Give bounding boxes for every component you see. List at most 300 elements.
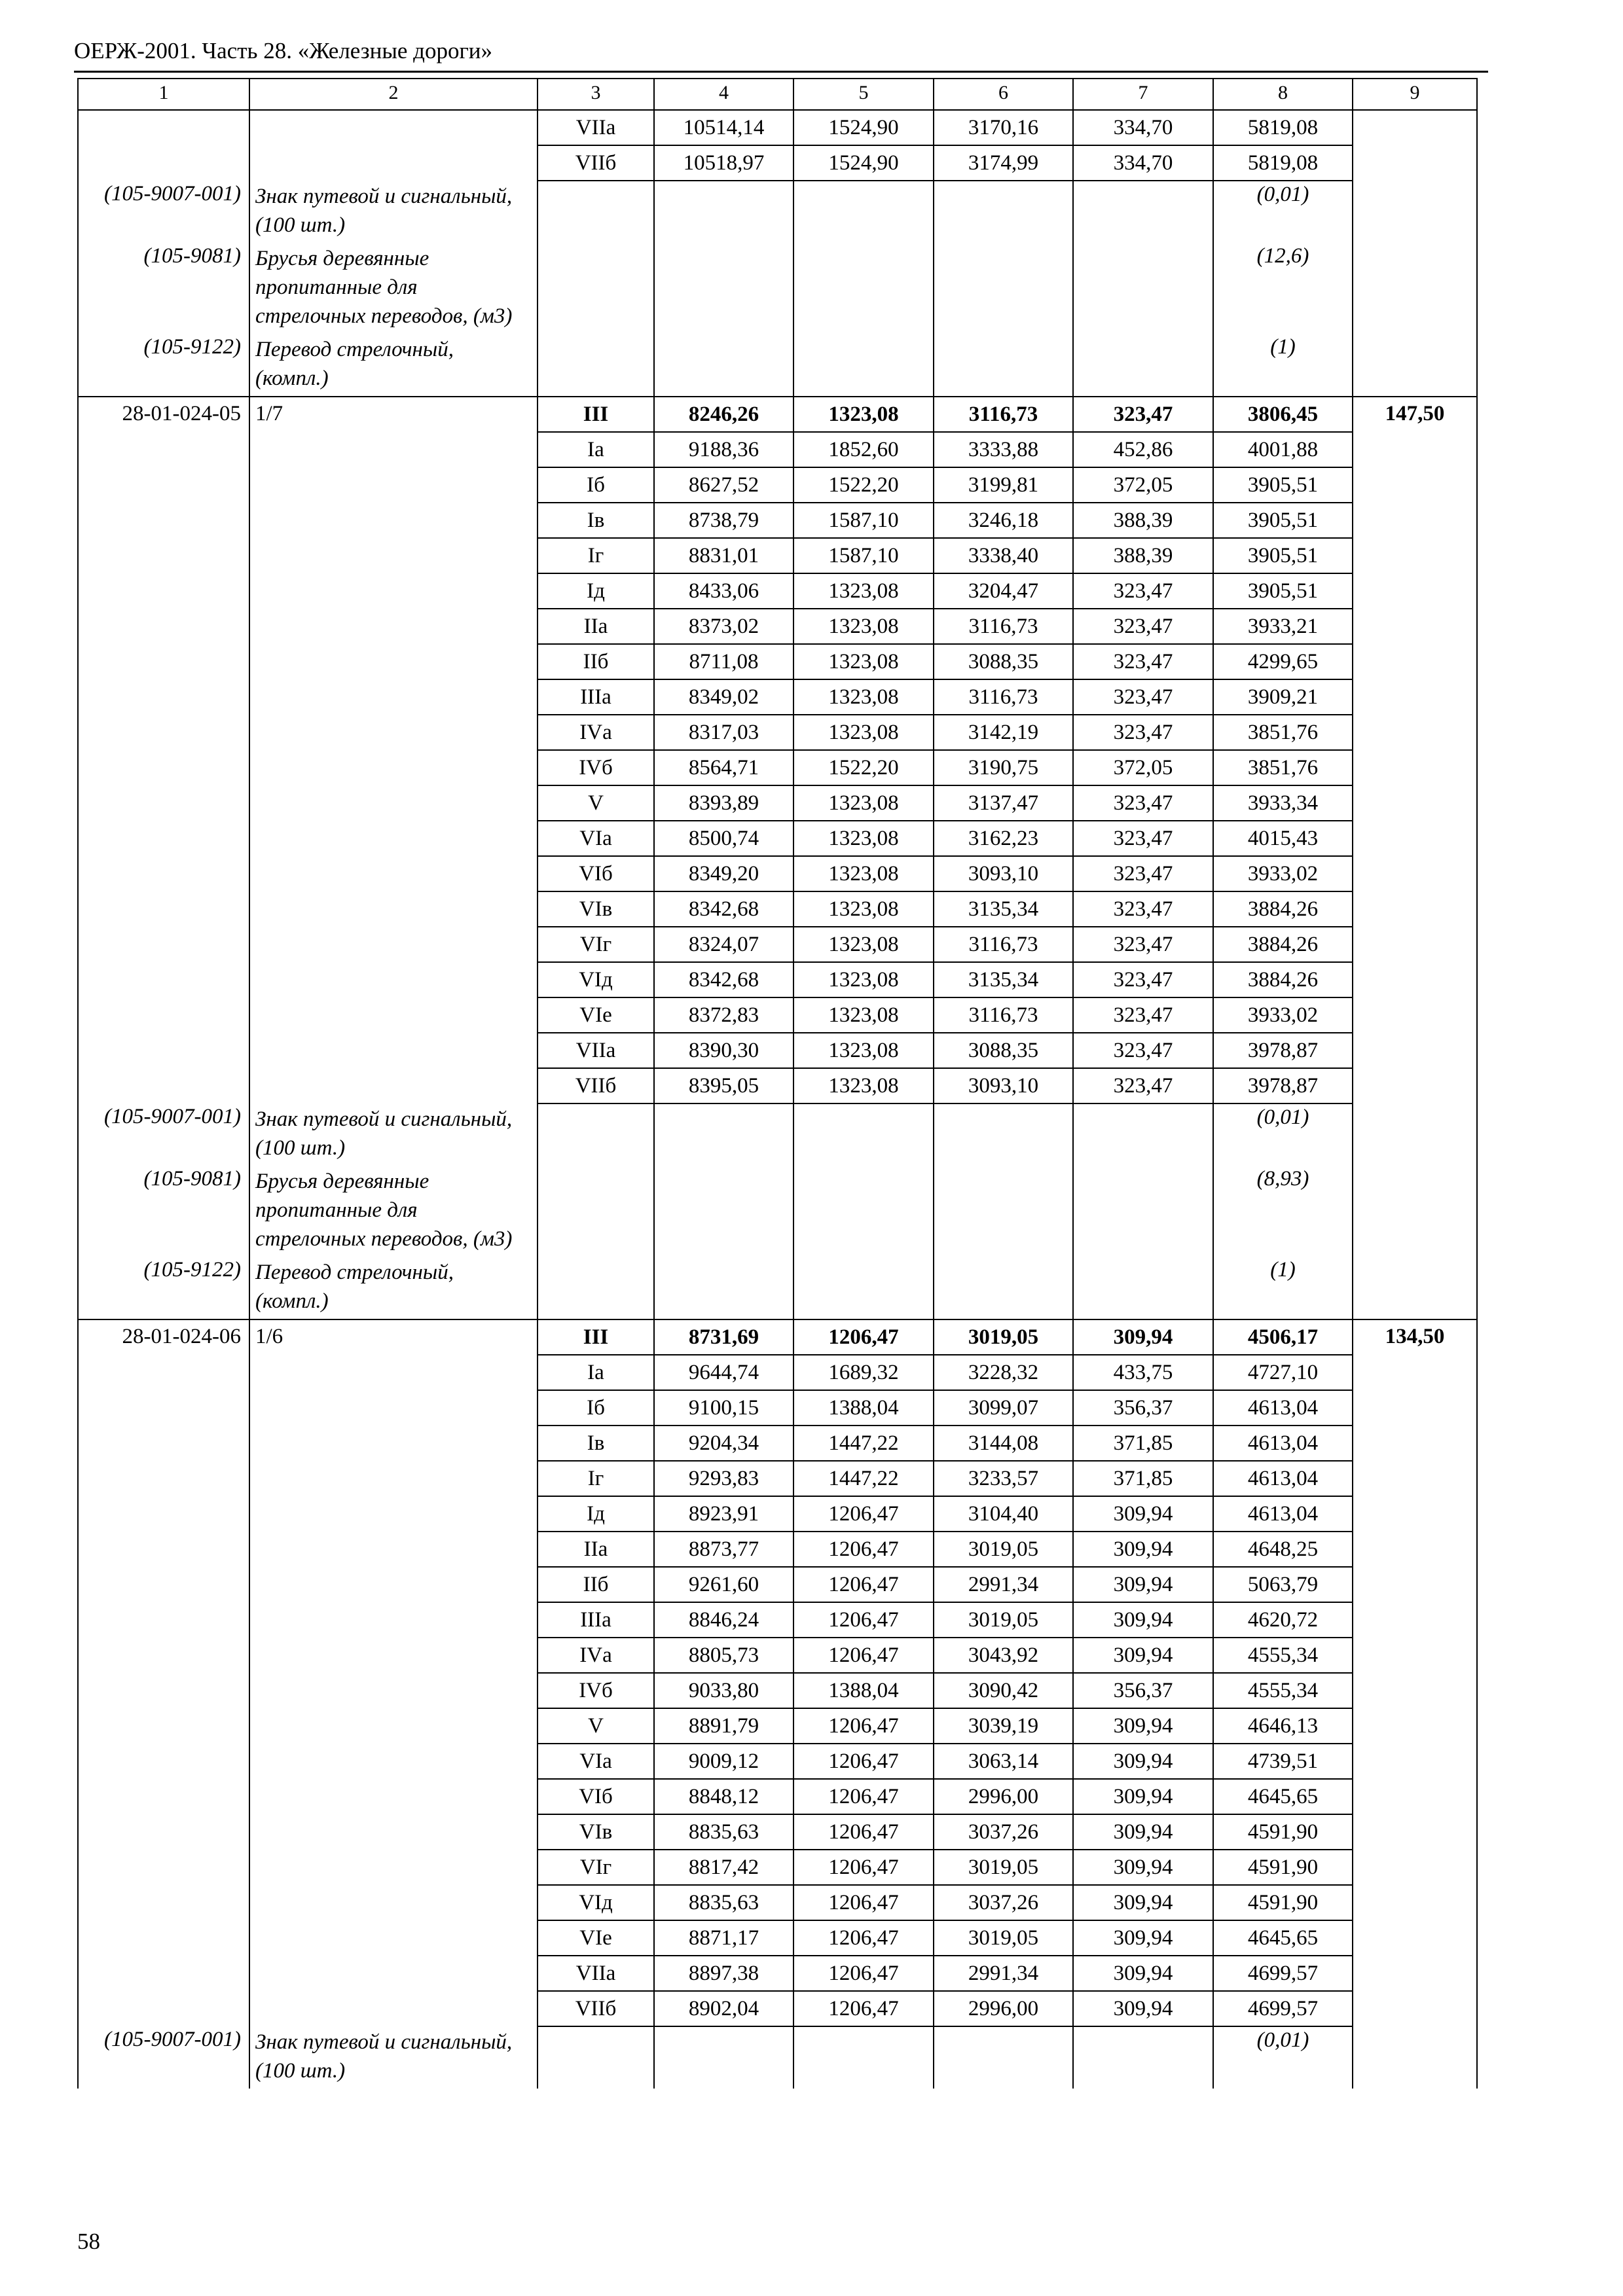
table-row	[78, 1885, 1477, 1920]
wages-cell: 1323,08	[793, 997, 934, 1033]
wages-cell: 1587,10	[793, 538, 934, 573]
rate-name-cell	[249, 785, 538, 821]
machines-cell: 2991,34	[934, 1956, 1073, 1991]
machinist-wages-cell: 309,94	[1073, 1532, 1213, 1567]
materials-cell: 4727,10	[1213, 1355, 1353, 1390]
labor-cell	[1353, 609, 1477, 644]
machinist-wages-cell: 309,94	[1073, 1885, 1213, 1920]
empty-cell	[1353, 181, 1477, 243]
machinist-wages-cell: 334,70	[1073, 110, 1213, 145]
machinist-wages-cell: 309,94	[1073, 1814, 1213, 1850]
material-quantity-cell: (1)	[1213, 334, 1353, 397]
material-name-cell: Знак путевой и сигнальный, (100 шт.)	[249, 181, 538, 243]
rate-code-cell	[78, 1814, 249, 1850]
machines-cell: 3088,35	[934, 644, 1073, 679]
empty-cell	[654, 2026, 793, 2089]
machines-cell: 3088,35	[934, 1033, 1073, 1068]
rate-code-cell	[78, 785, 249, 821]
machines-cell: 3037,26	[934, 1814, 1073, 1850]
table-row	[78, 1461, 1477, 1496]
machinist-wages-cell: 309,94	[1073, 1708, 1213, 1744]
machines-cell: 3170,16	[934, 110, 1073, 145]
rate-code-cell	[78, 1885, 249, 1920]
rate-name-cell	[249, 1991, 538, 2026]
territory-zone-cell: VIIа	[538, 1033, 654, 1068]
machinist-wages-cell: 323,47	[1073, 1068, 1213, 1103]
table-row	[78, 1744, 1477, 1779]
labor-cell	[1353, 145, 1477, 181]
machinist-wages-cell: 323,47	[1073, 856, 1213, 891]
material-quantity-cell: (12,6)	[1213, 243, 1353, 334]
labor-cell	[1353, 1920, 1477, 1956]
direct-costs-cell: 8324,07	[654, 927, 793, 962]
territory-zone-cell: Iг	[538, 538, 654, 573]
empty-cell	[654, 334, 793, 397]
rate-name-cell	[249, 110, 538, 145]
territory-zone-cell: IIб	[538, 644, 654, 679]
machines-cell: 3135,34	[934, 891, 1073, 927]
materials-cell: 3905,51	[1213, 503, 1353, 538]
rate-code-cell	[78, 1426, 249, 1461]
wages-cell: 1852,60	[793, 432, 934, 467]
machines-cell: 2996,00	[934, 1991, 1073, 2026]
rate-code-cell: 28-01-024-06	[78, 1319, 249, 1355]
rate-name-cell	[249, 503, 538, 538]
machines-cell: 3090,42	[934, 1673, 1073, 1708]
direct-costs-cell: 9100,15	[654, 1390, 793, 1426]
materials-cell: 4555,34	[1213, 1638, 1353, 1673]
material-quantity-cell: (0,01)	[1213, 181, 1353, 243]
direct-costs-cell: 8897,38	[654, 1956, 793, 1991]
materials-cell: 4555,34	[1213, 1673, 1353, 1708]
machinist-wages-cell: 309,94	[1073, 1779, 1213, 1814]
rate-name-cell: 1/7	[249, 397, 538, 432]
rate-code-cell	[78, 1602, 249, 1638]
rate-name-cell	[249, 1033, 538, 1068]
table-row	[78, 997, 1477, 1033]
material-row	[78, 243, 1477, 334]
empty-cell	[538, 1257, 654, 1319]
materials-cell: 3905,51	[1213, 573, 1353, 609]
direct-costs-cell: 8711,08	[654, 644, 793, 679]
table-row	[78, 609, 1477, 644]
page-number: 58	[77, 2229, 100, 2254]
machinist-wages-cell: 323,47	[1073, 821, 1213, 856]
machinist-wages-cell: 323,47	[1073, 891, 1213, 927]
labor-cell	[1353, 1885, 1477, 1920]
machines-cell: 3116,73	[934, 609, 1073, 644]
column-number: 5	[793, 79, 934, 110]
machines-cell: 3333,88	[934, 432, 1073, 467]
machines-cell: 3043,92	[934, 1638, 1073, 1673]
rate-name-cell	[249, 1390, 538, 1426]
direct-costs-cell: 8871,17	[654, 1920, 793, 1956]
wages-cell: 1323,08	[793, 397, 934, 432]
material-row	[78, 181, 1477, 243]
labor-cell	[1353, 1956, 1477, 1991]
rate-name-cell: 1/6	[249, 1319, 538, 1355]
machines-cell: 3204,47	[934, 573, 1073, 609]
rate-code-cell	[78, 1033, 249, 1068]
table-row	[78, 1708, 1477, 1744]
rate-code-cell	[78, 644, 249, 679]
materials-cell: 4591,90	[1213, 1814, 1353, 1850]
wages-cell: 1388,04	[793, 1390, 934, 1426]
territory-zone-cell: V	[538, 1708, 654, 1744]
machinist-wages-cell: 372,05	[1073, 467, 1213, 503]
rate-code-cell	[78, 1461, 249, 1496]
rate-code-cell	[78, 997, 249, 1033]
territory-zone-cell: Iа	[538, 432, 654, 467]
wages-cell: 1323,08	[793, 573, 934, 609]
materials-cell: 4646,13	[1213, 1708, 1353, 1744]
direct-costs-cell: 8805,73	[654, 1638, 793, 1673]
empty-cell	[538, 1166, 654, 1257]
direct-costs-cell: 8835,63	[654, 1814, 793, 1850]
empty-cell	[1353, 2026, 1477, 2089]
rate-name-cell	[249, 1779, 538, 1814]
rate-name-cell	[249, 927, 538, 962]
column-number-row	[78, 79, 1477, 110]
rate-code-cell	[78, 750, 249, 785]
labor-cell	[1353, 467, 1477, 503]
machinist-wages-cell: 309,94	[1073, 1602, 1213, 1638]
labor-cell	[1353, 1390, 1477, 1426]
rate-name-cell	[249, 1068, 538, 1103]
table-row	[78, 679, 1477, 715]
wages-cell: 1323,08	[793, 962, 934, 997]
material-row	[78, 1103, 1477, 1166]
empty-cell	[793, 1166, 934, 1257]
rate-name-cell	[249, 679, 538, 715]
wages-cell: 1323,08	[793, 891, 934, 927]
empty-cell	[1353, 334, 1477, 397]
rate-code-cell	[78, 110, 249, 145]
empty-cell	[934, 2026, 1073, 2089]
machines-cell: 3144,08	[934, 1426, 1073, 1461]
machinist-wages-cell: 323,47	[1073, 927, 1213, 962]
table-row	[78, 1673, 1477, 1708]
direct-costs-cell: 8902,04	[654, 1991, 793, 2026]
table-row	[78, 1426, 1477, 1461]
direct-costs-cell: 8835,63	[654, 1885, 793, 1920]
rates-table	[77, 78, 1478, 2089]
territory-zone-cell: IIа	[538, 609, 654, 644]
column-number: 6	[934, 79, 1073, 110]
rate-code-cell	[78, 856, 249, 891]
direct-costs-cell: 9204,34	[654, 1426, 793, 1461]
materials-cell: 3909,21	[1213, 679, 1353, 715]
table-row	[78, 1814, 1477, 1850]
territory-zone-cell: VIе	[538, 997, 654, 1033]
rate-name-cell	[249, 715, 538, 750]
territory-zone-cell: III	[538, 397, 654, 432]
column-number: 4	[654, 79, 793, 110]
machinist-wages-cell: 356,37	[1073, 1673, 1213, 1708]
direct-costs-cell: 8373,02	[654, 609, 793, 644]
rate-name-cell	[249, 997, 538, 1033]
labor-cell	[1353, 1638, 1477, 1673]
territory-zone-cell: VIб	[538, 856, 654, 891]
table-body	[78, 79, 1477, 2089]
wages-cell: 1206,47	[793, 1850, 934, 1885]
territory-zone-cell: Iд	[538, 1496, 654, 1532]
wages-cell: 1524,90	[793, 145, 934, 181]
labor-cell	[1353, 891, 1477, 927]
rate-name-cell	[249, 891, 538, 927]
direct-costs-cell: 10518,97	[654, 145, 793, 181]
rate-code-cell	[78, 715, 249, 750]
material-row	[78, 1257, 1477, 1319]
materials-cell: 4613,04	[1213, 1461, 1353, 1496]
table-row	[78, 1602, 1477, 1638]
territory-zone-cell: Iд	[538, 573, 654, 609]
material-name-cell: Брусья деревянные пропитанные для стрелочных переводов, (м3)	[249, 1166, 538, 1257]
rate-name-cell	[249, 1532, 538, 1567]
rate-name-cell	[249, 1426, 538, 1461]
materials-cell: 3978,87	[1213, 1068, 1353, 1103]
wages-cell: 1323,08	[793, 856, 934, 891]
empty-cell	[1073, 1257, 1213, 1319]
table-row	[78, 1496, 1477, 1532]
empty-cell	[934, 1166, 1073, 1257]
materials-cell: 3851,76	[1213, 750, 1353, 785]
wages-cell: 1447,22	[793, 1426, 934, 1461]
labor-cell	[1353, 1426, 1477, 1461]
wages-cell: 1524,90	[793, 110, 934, 145]
machines-cell: 3063,14	[934, 1744, 1073, 1779]
wages-cell: 1323,08	[793, 679, 934, 715]
direct-costs-cell: 8891,79	[654, 1708, 793, 1744]
table-row	[78, 1355, 1477, 1390]
rate-code-cell	[78, 503, 249, 538]
rate-code-cell	[78, 1850, 249, 1885]
machines-cell: 3199,81	[934, 467, 1073, 503]
machines-cell: 3174,99	[934, 145, 1073, 181]
empty-cell	[1353, 1103, 1477, 1166]
table-row	[78, 856, 1477, 891]
direct-costs-cell: 9293,83	[654, 1461, 793, 1496]
territory-zone-cell: VIб	[538, 1779, 654, 1814]
wages-cell: 1206,47	[793, 1496, 934, 1532]
machines-cell: 3137,47	[934, 785, 1073, 821]
materials-cell: 3933,02	[1213, 997, 1353, 1033]
machinist-wages-cell: 334,70	[1073, 145, 1213, 181]
rate-name-cell	[249, 573, 538, 609]
rate-code-cell	[78, 1708, 249, 1744]
direct-costs-cell: 8246,26	[654, 397, 793, 432]
rate-name-cell	[249, 644, 538, 679]
material-name-cell: Брусья деревянные пропитанные для стрелочных переводов, (м3)	[249, 243, 538, 334]
machinist-wages-cell: 323,47	[1073, 609, 1213, 644]
materials-cell: 4506,17	[1213, 1319, 1353, 1355]
wages-cell: 1206,47	[793, 1638, 934, 1673]
material-code-cell: (105-9122)	[78, 1257, 249, 1319]
rate-code-cell	[78, 1779, 249, 1814]
direct-costs-cell: 8848,12	[654, 1779, 793, 1814]
table-row	[78, 785, 1477, 821]
labor-cell	[1353, 1602, 1477, 1638]
wages-cell: 1587,10	[793, 503, 934, 538]
machinist-wages-cell: 309,94	[1073, 1850, 1213, 1885]
wages-cell: 1206,47	[793, 1744, 934, 1779]
machinist-wages-cell: 309,94	[1073, 1567, 1213, 1602]
rate-name-cell	[249, 1814, 538, 1850]
direct-costs-cell: 8564,71	[654, 750, 793, 785]
territory-zone-cell: IIб	[538, 1567, 654, 1602]
machines-cell: 3246,18	[934, 503, 1073, 538]
empty-cell	[1353, 1257, 1477, 1319]
materials-cell: 5063,79	[1213, 1567, 1353, 1602]
machines-cell: 3116,73	[934, 679, 1073, 715]
materials-cell: 4739,51	[1213, 1744, 1353, 1779]
empty-cell	[1073, 2026, 1213, 2089]
labor-cell	[1353, 750, 1477, 785]
territory-zone-cell: Iв	[538, 503, 654, 538]
direct-costs-cell: 8873,77	[654, 1532, 793, 1567]
rate-name-cell	[249, 1744, 538, 1779]
table-row	[78, 145, 1477, 181]
labor-cell	[1353, 432, 1477, 467]
labor-cell: 147,50	[1353, 397, 1477, 432]
empty-cell	[793, 2026, 934, 2089]
materials-cell: 4299,65	[1213, 644, 1353, 679]
materials-cell: 4591,90	[1213, 1885, 1353, 1920]
labor-cell	[1353, 1496, 1477, 1532]
rate-name-cell	[249, 1602, 538, 1638]
material-row	[78, 1166, 1477, 1257]
machinist-wages-cell: 372,05	[1073, 750, 1213, 785]
wages-cell: 1206,47	[793, 1885, 934, 1920]
table-row	[78, 432, 1477, 467]
materials-cell: 4699,57	[1213, 1991, 1353, 2026]
labor-cell	[1353, 644, 1477, 679]
empty-cell	[1073, 1166, 1213, 1257]
machines-cell: 3162,23	[934, 821, 1073, 856]
table-row	[78, 1532, 1477, 1567]
machinist-wages-cell: 356,37	[1073, 1390, 1213, 1426]
territory-zone-cell: Iв	[538, 1426, 654, 1461]
labor-cell	[1353, 1814, 1477, 1850]
machinist-wages-cell: 323,47	[1073, 785, 1213, 821]
material-code-cell: (105-9122)	[78, 334, 249, 397]
labor-cell	[1353, 1708, 1477, 1744]
empty-cell	[934, 1257, 1073, 1319]
empty-cell	[654, 181, 793, 243]
labor-cell	[1353, 1355, 1477, 1390]
material-name-cell: Знак путевой и сигнальный, (100 шт.)	[249, 2026, 538, 2089]
column-number: 8	[1213, 79, 1353, 110]
labor-cell	[1353, 1532, 1477, 1567]
direct-costs-cell: 8349,20	[654, 856, 793, 891]
rate-code-cell	[78, 962, 249, 997]
territory-zone-cell: VIд	[538, 1885, 654, 1920]
wages-cell: 1323,08	[793, 785, 934, 821]
machines-cell: 3019,05	[934, 1920, 1073, 1956]
rate-name-cell	[249, 856, 538, 891]
rate-code-cell	[78, 432, 249, 467]
machinist-wages-cell: 323,47	[1073, 1033, 1213, 1068]
materials-cell: 4645,65	[1213, 1779, 1353, 1814]
materials-cell: 4015,43	[1213, 821, 1353, 856]
table-row	[78, 927, 1477, 962]
rate-name-cell	[249, 750, 538, 785]
labor-cell	[1353, 1068, 1477, 1103]
machines-cell: 3019,05	[934, 1850, 1073, 1885]
table-row	[78, 1033, 1477, 1068]
empty-cell	[793, 1103, 934, 1166]
wages-cell: 1323,08	[793, 609, 934, 644]
labor-cell: 134,50	[1353, 1319, 1477, 1355]
direct-costs-cell: 8342,68	[654, 891, 793, 927]
empty-cell	[793, 1257, 934, 1319]
territory-zone-cell: IVа	[538, 1638, 654, 1673]
territory-zone-cell: VIIб	[538, 1991, 654, 2026]
rate-name-cell	[249, 1956, 538, 1991]
machinist-wages-cell: 388,39	[1073, 538, 1213, 573]
machinist-wages-cell: 323,47	[1073, 997, 1213, 1033]
wages-cell: 1206,47	[793, 1956, 934, 1991]
territory-zone-cell: V	[538, 785, 654, 821]
rate-name-cell	[249, 821, 538, 856]
rate-code-cell	[78, 1991, 249, 2026]
table-row	[78, 1779, 1477, 1814]
direct-costs-cell: 8923,91	[654, 1496, 793, 1532]
machines-cell: 3135,34	[934, 962, 1073, 997]
materials-cell: 3851,76	[1213, 715, 1353, 750]
territory-zone-cell: VIа	[538, 1744, 654, 1779]
material-row	[78, 334, 1477, 397]
wages-cell: 1206,47	[793, 1532, 934, 1567]
direct-costs-cell: 8349,02	[654, 679, 793, 715]
rate-code-cell	[78, 679, 249, 715]
territory-zone-cell: VIIб	[538, 1068, 654, 1103]
empty-cell	[1073, 243, 1213, 334]
direct-costs-cell: 8500,74	[654, 821, 793, 856]
rate-code-cell	[78, 1920, 249, 1956]
machinist-wages-cell: 323,47	[1073, 573, 1213, 609]
empty-cell	[538, 2026, 654, 2089]
machinist-wages-cell: 388,39	[1073, 503, 1213, 538]
direct-costs-cell: 9009,12	[654, 1744, 793, 1779]
territory-zone-cell: VIд	[538, 962, 654, 997]
rate-name-cell	[249, 145, 538, 181]
rate-name-cell	[249, 1496, 538, 1532]
column-number: 9	[1353, 79, 1477, 110]
empty-cell	[793, 334, 934, 397]
empty-cell	[654, 243, 793, 334]
labor-cell	[1353, 1779, 1477, 1814]
wages-cell: 1206,47	[793, 1779, 934, 1814]
empty-cell	[934, 243, 1073, 334]
territory-zone-cell: VIе	[538, 1920, 654, 1956]
direct-costs-cell: 9261,60	[654, 1567, 793, 1602]
table-row	[78, 503, 1477, 538]
rate-code-cell	[78, 1068, 249, 1103]
empty-cell	[538, 334, 654, 397]
materials-cell: 4620,72	[1213, 1602, 1353, 1638]
material-name-cell: Знак путевой и сигнальный, (100 шт.)	[249, 1103, 538, 1166]
labor-cell	[1353, 1567, 1477, 1602]
rate-code-cell	[78, 1638, 249, 1673]
labor-cell	[1353, 110, 1477, 145]
territory-zone-cell: IIIа	[538, 679, 654, 715]
machines-cell: 2991,34	[934, 1567, 1073, 1602]
wages-cell: 1522,20	[793, 750, 934, 785]
table-row	[78, 962, 1477, 997]
rate-name-cell	[249, 609, 538, 644]
column-number: 2	[249, 79, 538, 110]
